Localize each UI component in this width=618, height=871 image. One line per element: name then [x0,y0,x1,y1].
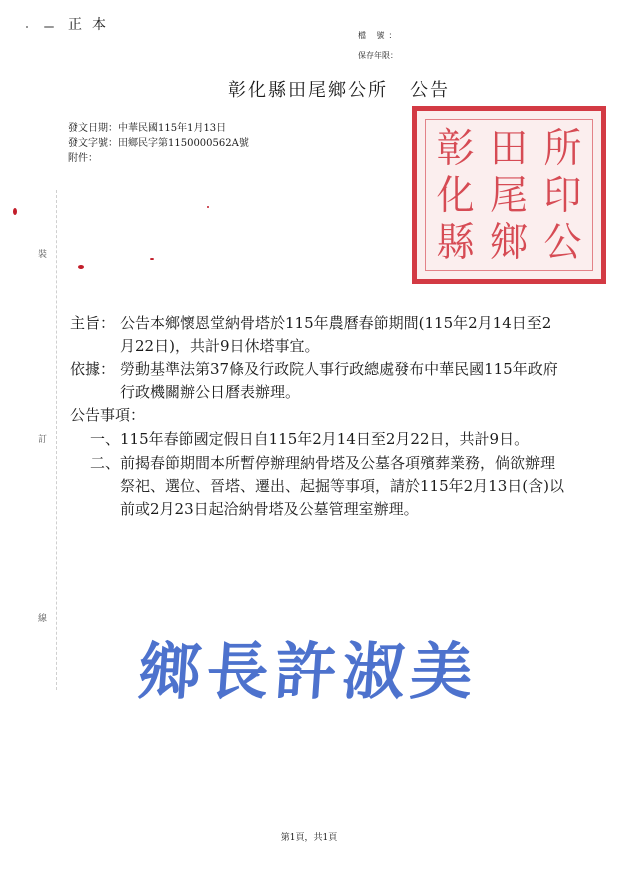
ink-spot [207,206,209,208]
issue-date: 發文日期：中華民國115年1月13日 [68,123,227,134]
item-text: 前揭春節期間本所暫停辦理納骨塔及公墓各項殯葬業務，倘欲辦理祭祀、選位、晉塔、遷出、起掘等事項，請於115年2月13日(含)以前或2月23日起洽納骨塔及公墓管理室辦理。 [120,454,564,518]
mayor-signature-stamp: 鄉長許淑美 [136,635,482,708]
title-org: 彰化縣田尾鄉公所 [228,80,388,101]
subject-text: 公告本鄉懷恩堂納骨塔於115年農曆春節期間(115年2月14日至2月22日)，共計9日休塔事宜。 [120,314,552,355]
seal-char: 田 [489,125,528,172]
subject-label: 主旨： [70,314,116,332]
copy-label: 正本 [68,17,116,33]
page-number: 第1頁，共1頁 [280,833,338,843]
basis-text: 勞動基準法第37條及行政院人事行政總處發布中華民國115年政府行政機關辦公日曆表辦理。 [120,360,558,401]
seal-char: 縣 [436,218,475,265]
doc-number-label: 檔 號： [358,31,401,40]
ink-spot [78,265,84,269]
item-number: 二、 [90,454,121,472]
seal-char: 公 [543,218,582,265]
seal-char: 彰 [436,125,475,172]
ink-spot [44,26,54,28]
binding-line [56,190,57,690]
item-number: 一、 [90,430,121,448]
seal-char: 印 [543,171,582,219]
page-title [0,76,618,102]
binding-mark: 裝 [38,250,48,260]
seal-char: 鄉 [489,218,528,265]
title-kind: 公告 [410,80,450,101]
attachment-label: 附件： [68,153,98,164]
official-seal [412,106,606,284]
ink-spot [13,208,17,215]
binding-mark: 線 [38,614,48,624]
document-number: 發文字號：田鄉民字第1150000562A號 [68,138,249,149]
item-text: 115年春節國定假日自115年2月14日至2月22日，共計9日。 [120,430,530,448]
basis-label: 依據： [70,360,116,378]
seal-char: 化 [436,171,475,219]
notice-items-title: 公告事項： [70,406,146,424]
ink-spot [26,26,28,28]
seal-characters [429,125,589,265]
ink-spot [150,258,154,260]
retention-label: 保存年限： [358,51,398,60]
binding-mark: 訂 [38,435,48,445]
seal-char: 所 [543,125,582,172]
seal-char: 尾 [489,171,528,219]
